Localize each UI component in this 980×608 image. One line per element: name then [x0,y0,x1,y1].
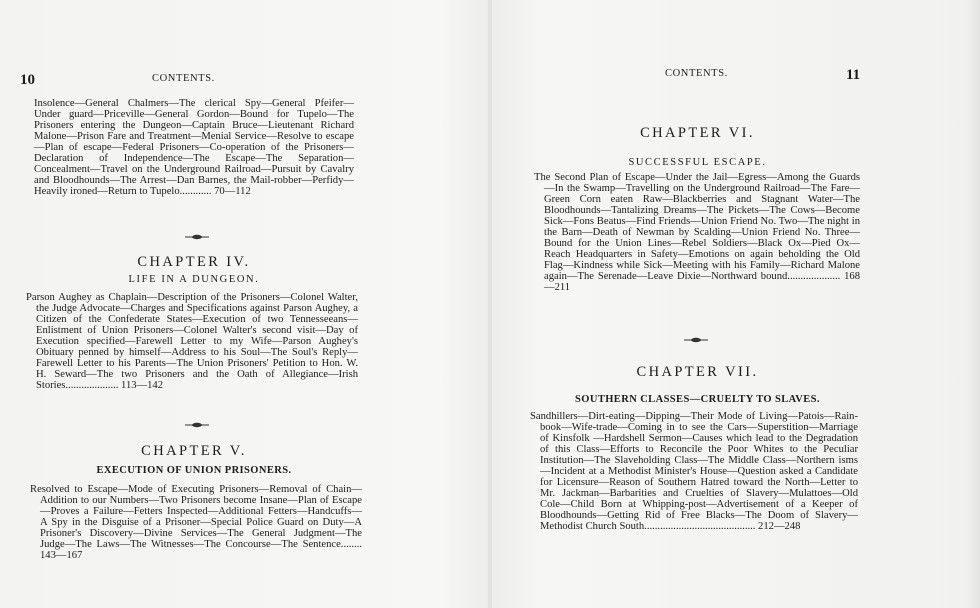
chapter-v-summary: Resolved to Escape—Mode of Executing Prisoners—Removal of Chain—Addition to our Numbers—Two Prisoners become Insane—Plan of Escape—Proves a Failure—Fetters Inspected—Additional Fetters—Handcuffs—A Spy in the Disguise of a Prisoner—Special Police Guard on Duty—A Prisoner's Discovery—Divine Services—The General Judgment—The Judge—The Laws—The Witnesses—The Concourse—The Sentence........ 143—167 [30,484,362,562]
right-page-number: 11 [846,67,861,83]
chapter-iv-subtitle: LIFE IN A DUNGEON. [128,274,260,285]
chapter-v-heading: CHAPTER V. [141,443,247,459]
chapter-iv-summary: Parson Aughey as Chaplain—Description of the Prisoners—Colonel Walter, the Judge Advocate—Charges and Specifications against Parson Aughey, a Citizen of the Confederate States—Execution of two Tennesseeans—Enlistment of Union Prisoners—Colonel Walter's second visit—Day of Execution specified—Farewell Letter to my Wife—Parson Aughey's Obituary penned by himself—Address to his Soul—The Soul's Reply—Farewell Letter to his Parents—The Union Prisoners' Petition to Hon. W. H. Seward—The two Prisoners and the Oath of Allegiance—Irish Stories.................... 113—142 [26,292,358,392]
left-page-number: 10 [20,72,35,88]
chapter-vii-summary: Sandhillers—Dirt-eating—Dipping—Their Mode of Living—Patois—Rain-book—Wife-trade—Coming in to see the Cars—Superstition—Marriage of Kinsfolk —Hardshell Sermon—Causes which lead to the Degradation of this Class—Efforts to Reconcile the Poor Whites to the Peculiar Institution—The Slaveholding Class—The Middle Class—Northern isms—Incident at a Methodist Minister's House—Question asked a Candidate for Licensure—Reason of Southern Hatred toward the North—Letter to Mr. Jackman—Barbarities and Cruelties of Slavery—Mulattoes—Old Cole—Child Born at Whipping-post—Advertisement of a Keeper of Bloodhounds—Getting Rid of Free Blacks—The Doom of Slavery—Methodist Church South.......................................... 212—248 [530,411,858,533]
chapter-vi-summary: The Second Plan of Escape—Under the Jail—Egress—Among the Guards—In the Swamp—Travelling on the Underground Railroad—The Fare—Green Corn eaten Raw—Blackberries and Stagnant Water—The Bloodhounds—Tantalizing Dreams—The Pickets—The Cows—Become Sick—Fons Beatus—Find Friends—Union Friend No. Two—The night in the Barn—Death of Newman by Scalding—Union Friend No. Three—Bound for the Union Lines—Rebel Soldiers—Black Ox—Pied Ox—Reach Headquarters in Safety—Emotions on again beholding the Old Flag—Kindness while Sick—Meeting with his Family—Richard Malone again—The Serenade—Leave Dixie—Northward bound.................... 168—211 [534,172,860,294]
section-ornament [684,336,708,344]
chapter-vi-heading: CHAPTER VI. [640,125,755,141]
section-ornament [185,421,209,429]
left-running-head: CONTENTS. [152,73,215,84]
right-running-head: CONTENTS. [665,68,728,79]
left-continued-summary: Insolence—General Chalmers—The clerical Spy—General Pfeifer—Under guard—Priceville—General Gordon—Bound for Tupelo—The Prisoners entering the Dungeon—Captain Bruce—Lieutenant Richard Malone—Prison Fare and Treatment—Menial Service—Resolve to escape—Plan of escape—Federal Prisoners—Co-operation of the Prisoners—Declaration of Independence—The Escape—The Separation—Concealment—Travel on the Underground Railroad—Pursuit by Cavalry and Bloodhounds—The Arrest—Dan Barnes, the Mail-robber—Perfidy—Heavily ironed—Return to Tupelo............ 70—112 [34,98,354,198]
chapter-v-subtitle: EXECUTION OF UNION PRISONERS. [96,465,292,476]
chapter-iv-heading: CHAPTER IV. [137,254,251,270]
page-edge-shadow [966,0,980,608]
section-ornament [185,233,209,241]
chapter-vii-heading: CHAPTER VII. [636,364,759,380]
book-gutter [488,0,492,608]
chapter-vii-subtitle: SOUTHERN CLASSES—CRUELTY TO SLAVES. [575,394,820,405]
chapter-vi-subtitle: SUCCESSFUL ESCAPE. [628,157,767,168]
